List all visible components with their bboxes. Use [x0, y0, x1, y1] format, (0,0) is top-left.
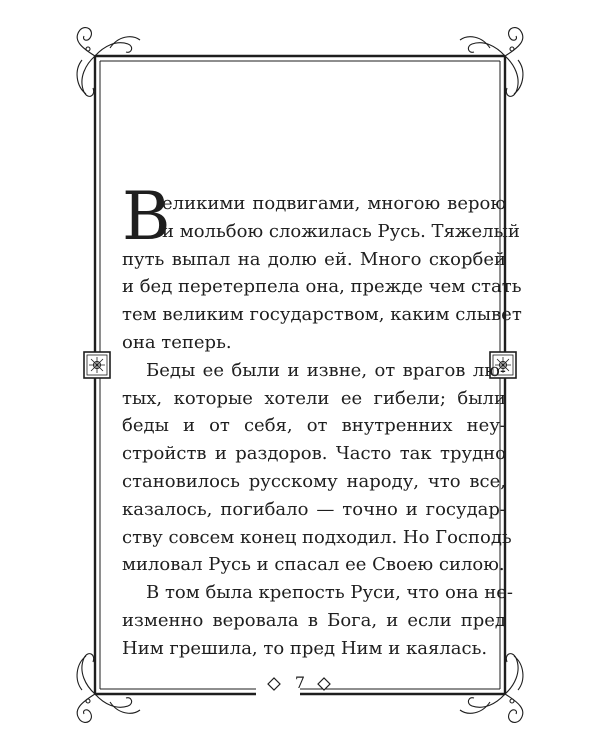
text-line: тем великим государством, каким слывет — [122, 304, 522, 326]
paragraph-1 — [122, 190, 522, 357]
text-line: казалось, погибало — точно и государ- — [122, 498, 506, 520]
paragraph-2 — [122, 357, 512, 579]
text-line: тых, которые хотели ее гибели; были — [122, 387, 506, 409]
corner-ornament-top-left — [77, 28, 140, 97]
text-line: становилось русскому народу, что все, — [122, 470, 506, 492]
body-text — [122, 190, 522, 663]
text-line: еликими подвигами, многою верою — [162, 193, 506, 214]
text-line: изменно веровала в Бога, и если пред — [122, 609, 506, 631]
text-line: и мольбою сложилась Русь. Тяжелый — [162, 220, 520, 242]
page-number: 7 — [294, 673, 306, 692]
text-line: стройств и раздоров. Часто так трудно — [122, 443, 506, 465]
drop-cap-letter: В — [122, 178, 171, 255]
text-line: беды и от себя, от внутренних неу- — [122, 415, 506, 437]
corner-ornament-top-right — [460, 28, 523, 97]
text-line: миловал Русь и спасал ее Своею силою. — [122, 554, 505, 576]
text-line: она теперь. — [122, 331, 232, 353]
text-line: В том была крепость Руси, что она не- — [146, 582, 513, 604]
side-medallion-left — [84, 352, 110, 378]
text-line: и бед перетерпела она, прежде чем стать — [122, 276, 522, 298]
text-line: Ним грешила, то пред Ним и каялась. — [122, 637, 488, 659]
paragraph-3 — [122, 579, 513, 662]
text-line: путь выпал на долю ей. Много скорбей — [122, 248, 506, 270]
text-line: Беды ее были и извне, от врагов лю- — [146, 359, 506, 381]
text-line: ству совсем конец подходил. Но Господь — [122, 526, 512, 548]
